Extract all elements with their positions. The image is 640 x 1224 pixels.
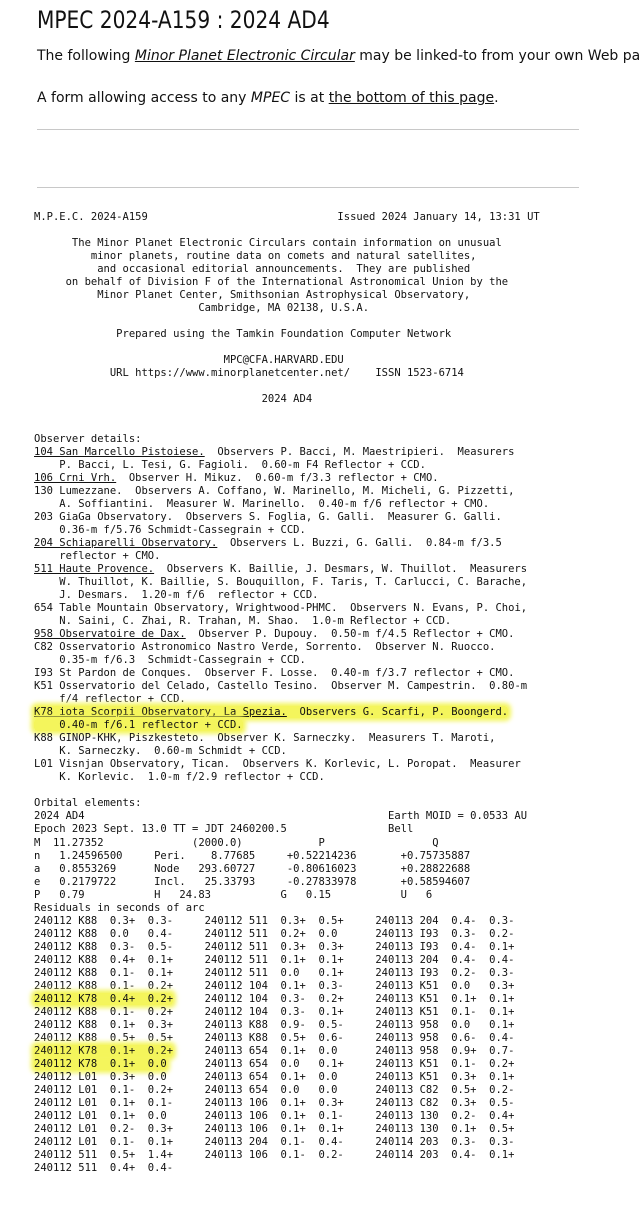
residual-rest: 240113 654 0.1+ 0.0 240113 958 0.9+ 0.7- xyxy=(173,1045,515,1057)
observer-entry-continued: f/4 reflector + CCD. xyxy=(34,693,186,706)
bottom-of-page-link[interactable]: the bottom of this page xyxy=(328,90,495,106)
observer-entry-continued: J. Desmars. 1.20-m f/6 reflector + CCD. xyxy=(34,588,319,601)
observer-details: Observers A. Coffano, W. Marinello, M. Micheli, G. Pizzetti, xyxy=(122,484,515,497)
orbital-elements-line: e 0.2179722 Incl. 25.33793 -0.27833978 +0.58594607 xyxy=(34,875,471,888)
residuals-row: 240112 K88 0.1- 0.1+ 240112 511 0.0 0.1+ 240113 I93 0.2- 0.3- xyxy=(34,966,515,979)
observatory-link[interactable]: 204 Schiaparelli Observatory. xyxy=(34,536,218,549)
email-line: MPC@CFA.HARVARD.EDU xyxy=(34,354,344,367)
mpec-id-issued-line: M.P.E.C. 2024-A159 Issued 2024 January 14, 13:31 UT xyxy=(34,211,540,223)
observatory-name: C82 Osservatorio Astronomico Nastro Verde, Sorrento. xyxy=(34,641,363,654)
observer-entry xyxy=(34,732,594,745)
orbital-elements-line: n 1.24596500 Peri. 8.77685 +0.52214236 +0.75735887 xyxy=(34,849,471,862)
observer-entry xyxy=(34,446,594,459)
residuals-row: 240112 K88 0.3- 0.5- 240112 511 0.3+ 0.3+ 240113 I93 0.4- 0.1+ xyxy=(34,940,515,953)
circular-blurb-line: on behalf of Division F of the International Astronomical Union by the xyxy=(34,276,509,289)
residuals-row: 240112 L01 0.1- 0.1+ 240113 204 0.1- 0.4- 240114 203 0.3- 0.3- xyxy=(34,1136,515,1149)
observer-entry-continued xyxy=(34,719,594,732)
observer-entry-continued: N. Saini, C. Zhai, R. Trahan, M. Shao. 1.0-m Reflector + CCD. xyxy=(34,614,452,627)
circular-blurb-line: and occasional editorial announcements. They are published xyxy=(34,263,471,276)
blank-line xyxy=(34,784,594,797)
page-title: MPEC 2024-A159 : 2024 AD4 xyxy=(37,6,330,34)
observer-entry-continued: K. Korlevic. 1.0-m f/2.9 reflector + CCD. xyxy=(34,771,325,784)
observer-details: Observer P. Dupouy. 0.50-m f/4.5 Reflector + CMO. xyxy=(185,628,515,640)
observer-entry-continued: A. Soffiantini. Measurer W. Marinello. 0.40-m f/6 reflector + CMO. xyxy=(34,497,490,510)
observer-details: Observer N. Ruocco. xyxy=(362,641,496,654)
circular-blurb-line: Cambridge, MA 02138, U.S.A. xyxy=(34,302,370,315)
observatory-link[interactable]: K78 iota Scorpii Observatory, La Spezia. xyxy=(34,706,287,719)
observer-entry xyxy=(34,485,594,498)
observer-details: Observer M. Campestrin. 0.80-m xyxy=(318,680,528,693)
observer-details-heading: Observer details: xyxy=(34,432,142,445)
object-designation: 2024 AD4 xyxy=(34,393,313,406)
residuals-row: 240112 L01 0.1- 0.2+ 240113 654 0.0 0.0 240113 C82 0.5+ 0.2- xyxy=(34,1084,515,1097)
observer-entry-continued: reflector + CMO. xyxy=(34,549,161,562)
orbital-elements-line: Epoch 2023 Sept. 13.0 TT = JDT 2460200.5 Bell xyxy=(34,823,414,836)
residuals-heading: Residuals in seconds of arc xyxy=(34,901,205,914)
observatory-name: L01 Visnjan Observatory, Tican. xyxy=(34,758,230,771)
orbital-elements-line: a 0.8553269 Node 293.60727 -0.80616023 +0.28822688 xyxy=(34,862,471,875)
residual-highlight: 240112 K78 0.4+ 0.2+ xyxy=(34,992,174,1005)
observer-highlight: 0.40-m f/6.1 reflector + CCD. xyxy=(34,719,243,732)
observer-entry xyxy=(34,641,594,654)
residuals-row: 240112 K88 0.1+ 0.3+ 240113 K88 0.9- 0.5- 240113 958 0.0 0.1+ xyxy=(34,1018,515,1031)
intro-text-after: may be linked-to from your own Web pa xyxy=(354,48,640,64)
observatory-name: I93 St Pardon de Conques. xyxy=(34,667,193,680)
residuals-row xyxy=(34,993,594,1006)
observatory-name: K51 Osservatorio del Celado, Castello Tesino. xyxy=(34,680,319,693)
observatory-link[interactable]: 104 San Marcello Pistoiese. xyxy=(34,445,205,458)
form-text-after: . xyxy=(494,90,499,106)
blank-line xyxy=(34,224,594,237)
observatory-link[interactable]: 106 Crni Vrh. xyxy=(34,471,117,484)
divider-bottom xyxy=(37,187,579,188)
observer-entry-continued: 0.36-m f/5.76 Schmidt-Cassegrain + CCD. xyxy=(34,523,306,536)
blank-line xyxy=(34,315,594,328)
form-paragraph xyxy=(37,90,499,106)
observer-entry xyxy=(34,472,594,485)
observer-entry-continued: K. Sarneczky. 0.60-m Schmidt + CCD. xyxy=(34,745,287,758)
observer-entry xyxy=(34,667,594,680)
orbital-elements-line: M 11.27352 (2000.0) P Q xyxy=(34,836,439,849)
observer-details: Observers K. Baillie, J. Desmars, W. Thuillot. Measurers xyxy=(154,562,528,575)
observatory-name: 654 Table Mountain Observatory, Wrightwood-PHMC. xyxy=(34,601,338,614)
observatory-link[interactable]: 958 Observatoire de Dax. xyxy=(34,628,186,640)
orbital-elements-line: P 0.79 H 24.83 G 0.15 U 6 xyxy=(34,888,433,901)
residuals-row: 240112 K88 0.1- 0.2+ 240112 104 0.1+ 0.3- 240113 K51 0.0 0.3+ xyxy=(34,979,515,992)
circular-blurb-line: minor planets, routine data on comets and natural satellites, xyxy=(34,250,477,263)
intro-text-before: The following xyxy=(37,48,135,64)
observer-entry-continued: 0.35-m f/6.3 Schmidt-Cassegrain + CCD. xyxy=(34,654,306,667)
observer-entry xyxy=(34,511,594,524)
observatory-name: 203 GiaGa Observatory. xyxy=(34,510,174,523)
orbital-elements-line: 2024 AD4 Earth MOID = 0.0533 AU xyxy=(34,810,528,823)
residual-highlight: 240112 K78 0.1+ 0.0 xyxy=(34,1058,167,1071)
observer-details: Observers K. Korlevic, L. Poropat. Measurer xyxy=(229,758,521,771)
observer-entry xyxy=(34,602,594,615)
circular-body xyxy=(34,211,594,1175)
observer-entry xyxy=(34,537,594,550)
divider-top xyxy=(37,129,579,130)
observer-details: Observer F. Losse. 0.40-m f/3.7 reflector + CMO. xyxy=(192,667,515,680)
observatory-name: K88 GINOP-KHK, Piszkesteto. xyxy=(34,732,205,745)
blank-line xyxy=(34,341,594,354)
observer-entry xyxy=(34,563,594,576)
residuals-row: 240112 L01 0.3+ 0.0 240113 654 0.1+ 0.0 240113 K51 0.3+ 0.1+ xyxy=(34,1071,515,1084)
blank-line xyxy=(34,380,594,393)
prepared-line: Prepared using the Tamkin Foundation Computer Network xyxy=(34,328,452,341)
mpec-link-text: Minor Planet Electronic Circular xyxy=(134,48,355,64)
observer-details: Observers G. Scarfi, P. Boongerd. xyxy=(286,706,509,719)
residuals-row: 240112 K88 0.4+ 0.1+ 240112 511 0.1+ 0.1+ 240113 204 0.4- 0.4- xyxy=(34,953,515,966)
observer-entry xyxy=(34,706,594,719)
form-text-before: A form allowing access to any xyxy=(37,90,251,106)
form-text-middle: is at xyxy=(290,90,329,106)
residuals-row: 240112 L01 0.2- 0.3+ 240113 106 0.1+ 0.1+ 240113 130 0.1+ 0.5+ xyxy=(34,1123,515,1136)
residuals-row: 240112 K88 0.5+ 0.5+ 240113 K88 0.5+ 0.6- 240113 958 0.6- 0.4- xyxy=(34,1031,515,1044)
residuals-row: 240112 K88 0.3+ 0.3- 240112 511 0.3+ 0.5+ 240113 204 0.4- 0.3- xyxy=(34,914,515,927)
url-issn-line: URL https://www.minorplanetcenter.net/ ISSN 1523-6714 xyxy=(34,367,464,380)
intro-paragraph xyxy=(37,48,640,64)
residual-highlight: 240112 K78 0.1+ 0.2+ xyxy=(34,1045,174,1057)
observer-entry xyxy=(34,628,594,641)
residuals-row: 240112 L01 0.1+ 0.0 240113 106 0.1+ 0.1- 240113 130 0.2- 0.4+ xyxy=(34,1110,515,1123)
residuals-row: 240112 511 0.5+ 1.4+ 240113 106 0.1- 0.2- 240114 203 0.4- 0.1+ xyxy=(34,1149,515,1162)
orbital-elements-heading: Orbital elements: xyxy=(34,797,142,810)
residuals-row: 240112 L01 0.1+ 0.1- 240113 106 0.1+ 0.3+ 240113 C82 0.3+ 0.5- xyxy=(34,1097,515,1110)
blank-line xyxy=(34,420,594,433)
observer-entry-continued: W. Thuillot, K. Baillie, S. Bouquillon, F. Taris, T. Carlucci, C. Barache, xyxy=(34,575,528,588)
residual-rest: 240112 104 0.3- 0.2+ 240113 K51 0.1+ 0.1+ xyxy=(173,992,515,1005)
mpec-link[interactable] xyxy=(135,48,355,64)
observer-details: Observers N. Evans, P. Choi, xyxy=(337,601,528,614)
residuals-row: 240112 K88 0.0 0.4- 240112 511 0.2+ 0.0 240113 I93 0.3- 0.2- xyxy=(34,927,515,940)
observatory-name: 130 Lumezzane. xyxy=(34,484,123,497)
observer-details: Observer K. Sarneczky. Measurers T. Maroti, xyxy=(204,732,496,745)
residuals-row: 240112 511 0.4+ 0.4- xyxy=(34,1162,174,1175)
observer-details: Observers P. Bacci, M. Maestripieri. Measurers xyxy=(204,445,515,458)
residuals-row xyxy=(34,1058,594,1071)
observer-entry-continued: P. Bacci, L. Tesi, G. Fagioli. 0.60-m F4 Reflector + CCD. xyxy=(34,458,426,471)
observer-details: Observers S. Foglia, G. Galli. Measurer G. Galli. xyxy=(173,510,502,523)
circular-blurb-line: The Minor Planet Electronic Circulars contain information on unusual xyxy=(34,237,502,250)
observer-details: Observers L. Buzzi, G. Galli. 0.84-m f/3.5 xyxy=(217,536,502,549)
circular-blurb-line: Minor Planet Center, Smithsonian Astrophysical Observatory, xyxy=(34,289,471,302)
observer-details: Observer H. Mikuz. 0.60-m f/3.3 reflector + CMO. xyxy=(116,471,439,484)
observer-highlight xyxy=(34,706,508,718)
residual-rest: 240113 654 0.0 0.1+ 240113 K51 0.1- 0.2+ xyxy=(166,1058,515,1071)
residuals-row: 240112 K88 0.1- 0.2+ 240112 104 0.3- 0.1+ 240113 K51 0.1- 0.1+ xyxy=(34,1005,515,1018)
observer-entry xyxy=(34,758,594,771)
residuals-row xyxy=(34,1045,594,1058)
form-text-em: MPEC xyxy=(250,90,291,106)
observatory-link[interactable]: 511 Haute Provence. xyxy=(34,562,155,575)
blank-line xyxy=(34,406,594,419)
observer-entry xyxy=(34,680,594,693)
